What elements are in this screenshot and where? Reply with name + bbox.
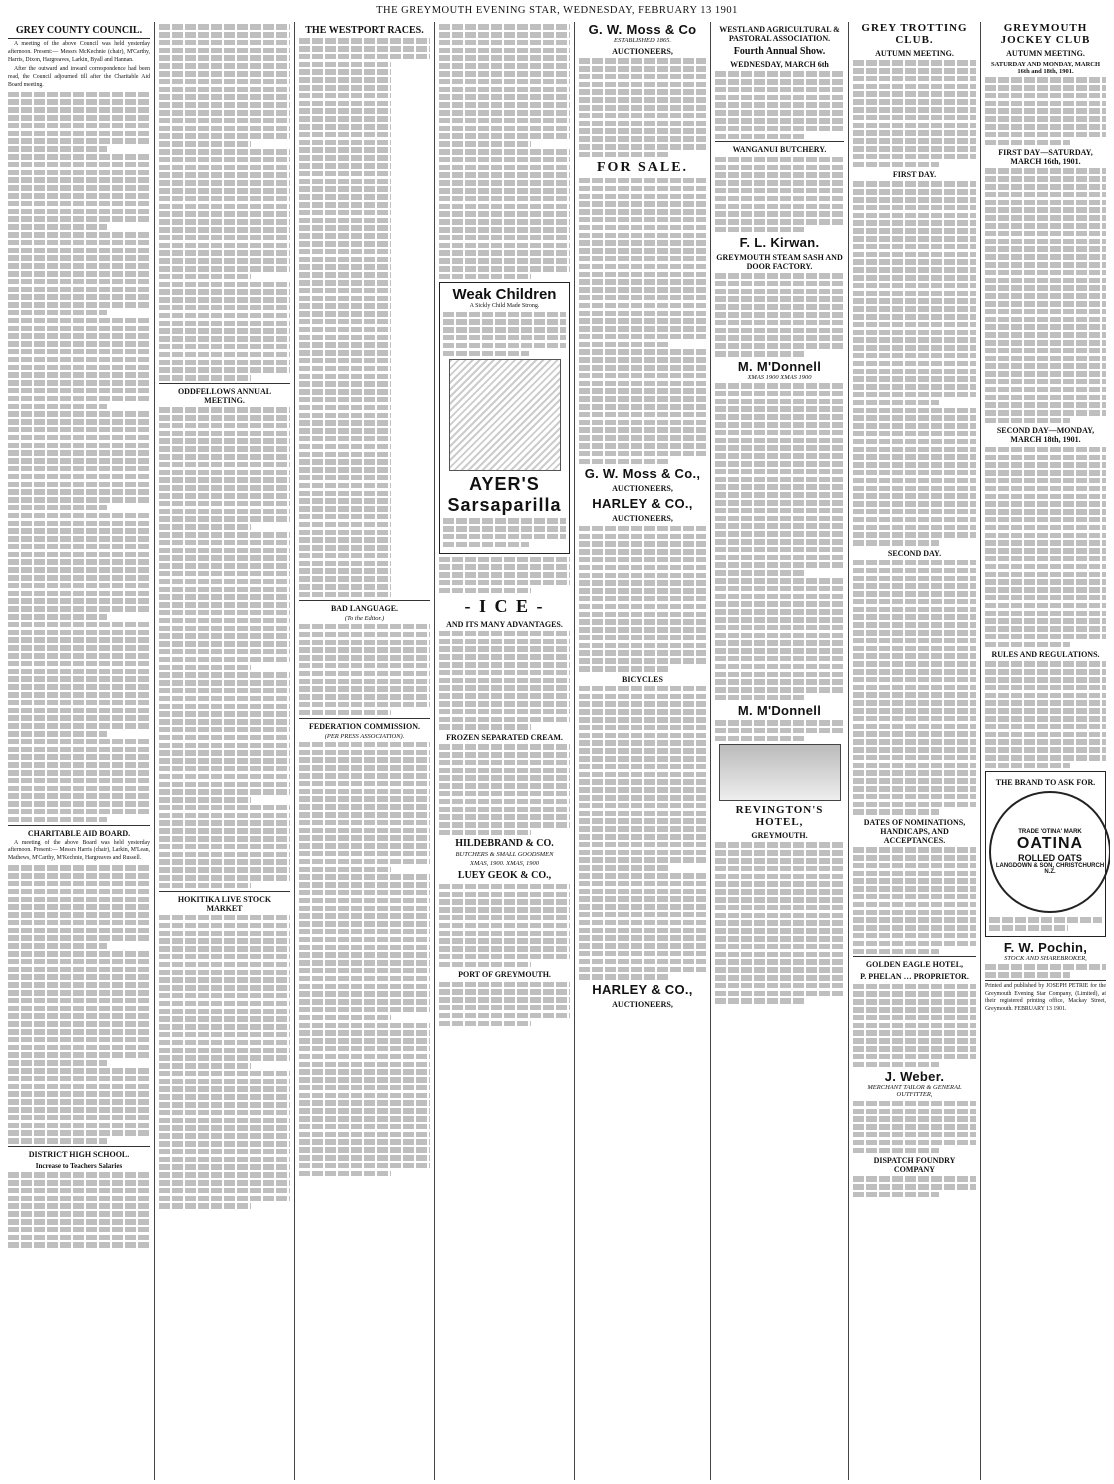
article-paragraph: After the outward and inward correspondence had been read, the Council adjourned till after the Charitable Aid Board meeting. xyxy=(8,65,150,88)
article-body xyxy=(8,1172,150,1248)
article-paragraph: A meeting of the above Board was held yesterday afternoon. Present:— Messrs Harris (chair), Larkin, M'Lean, Mathews, M'Carthy, M'Kechnie, Hargreaves and Russell. xyxy=(8,839,150,862)
brand-headline: THE BRAND TO ASK FOR. xyxy=(995,778,1096,788)
bicycles-headline: BICYCLES xyxy=(622,674,663,684)
headline-bad-language: BAD LANGUAGE. xyxy=(330,603,399,613)
article-body xyxy=(159,407,290,888)
masthead: THE GREYMOUTH EVENING STAR, WEDNESDAY, FEBRUARY 13 1901 xyxy=(376,5,738,16)
rules-regulations: RULES AND REGULATIONS. xyxy=(991,650,1100,660)
column-1 xyxy=(4,22,154,1480)
dispatch-foundry: DISPATCH FOUNDRY COMPANY xyxy=(873,1156,956,1174)
first-day-saturday: FIRST DAY—SATURDAY, MARCH 16th, 1901. xyxy=(998,148,1093,167)
ad-product-name: AYER'S Sarsaparilla xyxy=(447,474,562,516)
article-body xyxy=(8,865,150,1143)
gw-moss-headline: G. W. Moss & Co xyxy=(588,22,697,37)
gw-moss-auctioneers: AUCTIONEERS, xyxy=(612,47,673,56)
article-body xyxy=(299,742,430,1176)
ad-headline: Weak Children xyxy=(452,286,557,304)
nominations-dates: DATES OF NOMINATIONS, HANDICAPS, AND ACCEPTANCES. xyxy=(863,817,966,845)
ice-subheadline: AND ITS MANY ADVANTAGES. xyxy=(446,619,563,629)
autumn-meeting: AUTUMN MEETING. xyxy=(875,49,954,58)
pochin-headline: F. W. Pochin, xyxy=(1003,939,1088,955)
headline-livestock: HOKITIKA LIVE STOCK MARKET xyxy=(177,894,272,913)
column-8 xyxy=(980,22,1110,1480)
columns xyxy=(4,22,1110,1480)
greymouth-jockey-club: GREYMOUTH JOCKEY CLUB xyxy=(1000,22,1091,46)
weber-headline: J. Weber. xyxy=(884,1069,945,1085)
weber-sub: MERCHANT TAILOR & GENERAL OUTFITTER, xyxy=(867,1084,962,1099)
article-body xyxy=(159,915,290,1209)
harley-2-headline: HARLEY & CO., xyxy=(592,982,693,998)
child-illustration xyxy=(449,359,561,471)
meeting-dates: SATURDAY AND MONDAY, MARCH 16th and 18th, 1901. xyxy=(990,61,1101,75)
harley-headline: HARLEY & CO., xyxy=(592,496,693,512)
article-body xyxy=(8,92,150,823)
hildebrand-sub: BUTCHERS & SMALL GOODSMEN xyxy=(455,851,554,859)
headline-federation: FEDERATION COMMISSION. xyxy=(309,721,420,731)
headline-county-council: GREY COUNTY COUNCIL. xyxy=(15,25,143,36)
kirwan-headline: F. L. Kirwan. xyxy=(739,234,820,250)
gw-moss-2-sub: AUCTIONEERS, xyxy=(612,484,673,494)
for-sale-headline: FOR SALE. xyxy=(596,159,689,175)
revington-headline: REVINGTON'S HOTEL, xyxy=(735,804,824,829)
oatina-seal: TRADE 'OTINA' MARK OATINA ROLLED OATS LANGDOWN & SON, CHRISTCHURCH N.Z. xyxy=(989,791,1110,913)
second-day: SECOND DAY. xyxy=(887,548,942,558)
xmas-banner: XMAS, 1900. XMAS, 1900 xyxy=(470,860,539,868)
column-6 xyxy=(710,22,848,1480)
mcdonnell-2-headline: M. M'Donnell xyxy=(737,702,822,718)
article-body xyxy=(159,24,290,380)
column-4 xyxy=(434,22,574,1480)
ad-oatina xyxy=(985,771,1106,937)
xmas-banner: XMAS 1900 XMAS 1900 xyxy=(747,373,812,381)
westland-association: WESTLAND AGRICULTURAL & PASTORAL ASSOCIATION. xyxy=(719,25,840,43)
revington-sub: GREYMOUTH. xyxy=(751,831,808,841)
column-2 xyxy=(154,22,294,1480)
frozen-cream-headline: FROZEN SEPARATED CREAM. xyxy=(446,732,563,742)
ad-ayers-sarsaparilla xyxy=(439,282,570,553)
headline-charitable-aid: CHARITABLE AID BOARD. xyxy=(27,828,131,838)
first-day: FIRST DAY. xyxy=(892,170,937,180)
wanganui-butchery: WANGANUI BUTCHERY. xyxy=(732,145,827,155)
gw-moss-2-headline: G. W. Moss & Co., xyxy=(584,466,701,482)
headline-high-school: DISTRICT HIGH SCHOOL. xyxy=(28,1150,130,1159)
show-date: WEDNESDAY, MARCH 6th xyxy=(730,60,829,69)
letter-body xyxy=(299,624,430,715)
headline-oddfellows: ODDFELLOWS ANNUAL MEETING. xyxy=(177,386,272,405)
harley-2-sub: AUCTIONEERS, xyxy=(612,1000,673,1010)
pochin-sub: STOCK AND SHAREBROKER, xyxy=(1004,954,1087,962)
headline-westport-races: THE WESTPORT RACES. xyxy=(305,25,424,36)
imprint: Printed and published by JOSEPH PETRIE for the Greymouth Evening Star Company, (Limited), at their registered printing office, Mackay Street, Greymouth. FEBRUARY 13 1901. xyxy=(985,982,1106,1013)
port-headline: PORT OF GREYMOUTH. xyxy=(458,970,551,980)
gw-moss-established: ESTABLISHED 1865. xyxy=(614,37,671,44)
sash-factory: GREYMOUTH STEAM SASH AND DOOR FACTORY. xyxy=(716,252,843,271)
ad-subheadline: A Sickly Child Made Strong. xyxy=(469,303,540,310)
mcdonnell-1-headline: M. M'Donnell xyxy=(737,358,822,374)
article-paragraph: A meeting of the above Council was held yesterday afternoon. Present:— Messrs McKechnie (chair), M'Carthy, Harris, Dixon, Hargreaves, Larkin, Byall and Hannan. xyxy=(8,41,150,63)
luey-geok-headline: LUEY GEOK & CO., xyxy=(457,870,552,882)
second-day-monday: SECOND DAY—MONDAY, MARCH 18th, 1901. xyxy=(996,426,1095,445)
column-3 xyxy=(294,22,434,1480)
press-note: (PER PRESS ASSOCIATION). xyxy=(324,732,405,740)
fourth-annual-show: Fourth Annual Show. xyxy=(733,46,826,57)
column-5 xyxy=(574,22,710,1480)
hildebrand-headline: HILDEBRAND & CO. xyxy=(455,838,554,850)
article-body xyxy=(439,24,570,279)
ice-headline: - I C E - xyxy=(464,595,545,616)
column-7 xyxy=(848,22,980,1480)
golden-eagle-hotel: GOLDEN EAGLE HOTEL, xyxy=(865,960,964,970)
phelan-proprietor: P. PHELAN … PROPRIETOR. xyxy=(860,972,969,982)
race-weights-table xyxy=(299,38,430,597)
hotel-illustration xyxy=(719,744,841,801)
autumn-meeting: AUTUMN MEETING. xyxy=(1006,49,1085,58)
subheadline-teachers: Increase to Teachers Salaries xyxy=(35,1162,123,1170)
editor-note: (To the Editor.) xyxy=(344,614,385,622)
grey-trotting-club: GREY TROTTING CLUB. xyxy=(861,22,968,46)
harley-sub: AUCTIONEERS, xyxy=(612,514,673,524)
